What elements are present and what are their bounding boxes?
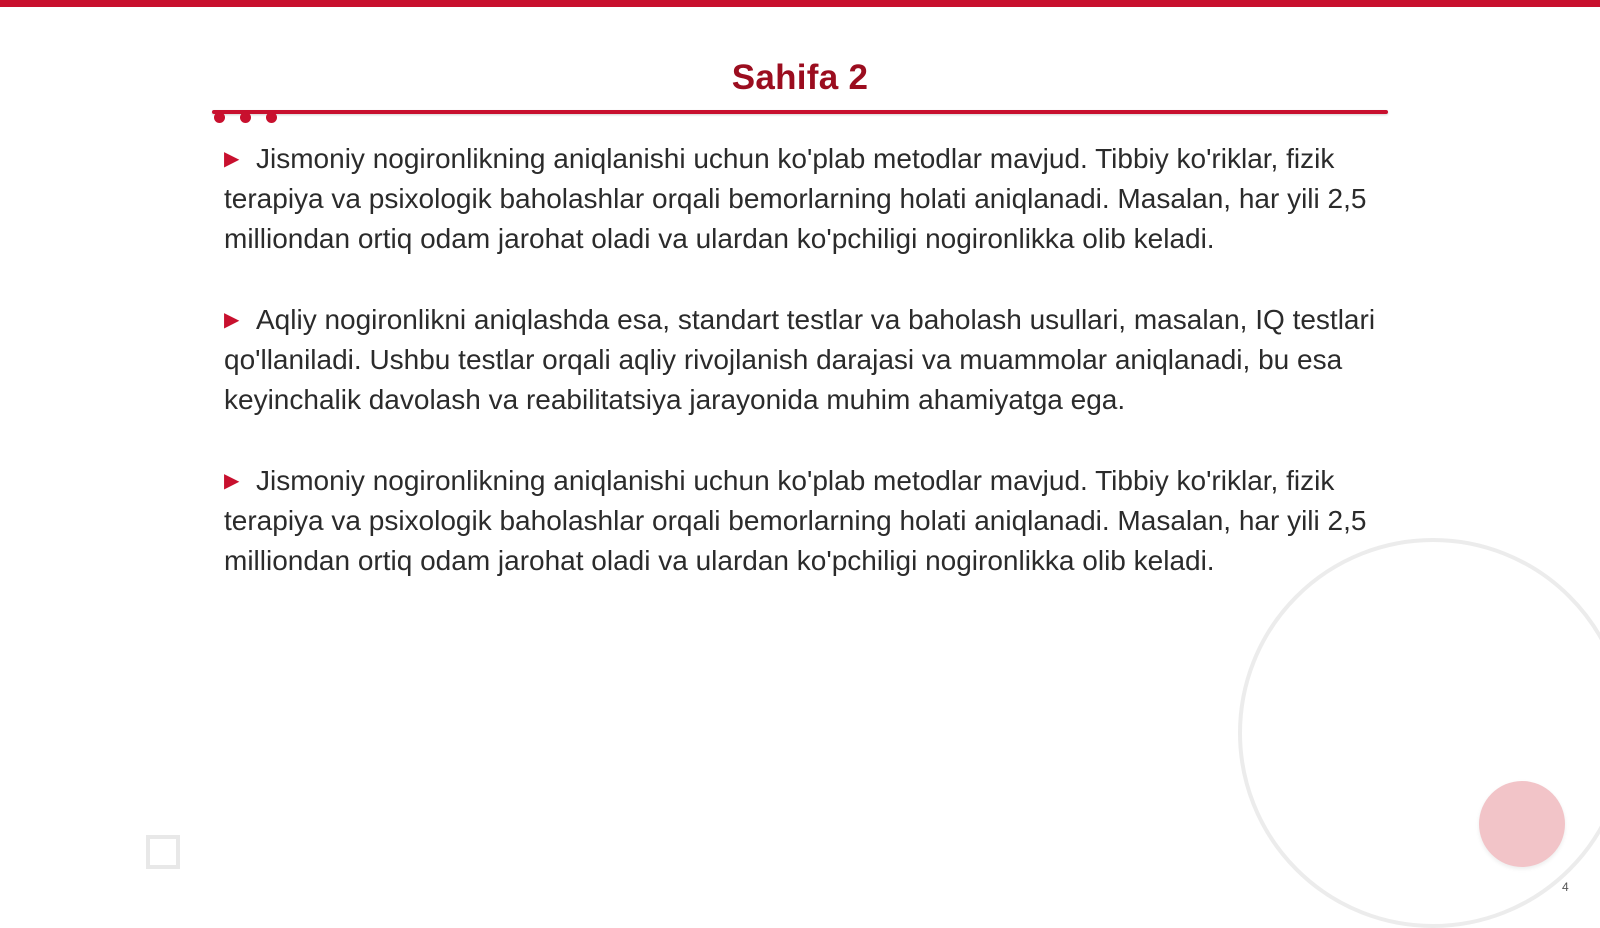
- slide-title: Sahifa 2: [731, 58, 869, 97]
- underline-dot-2: [240, 112, 251, 123]
- page-number: 4: [1562, 880, 1569, 894]
- underline-dot-3: [266, 112, 277, 123]
- paragraph-text: Jismoniy nogironlikning aniqlanishi uchun ko'plab metodlar mavjud. Tibbiy ko'riklar, fizik terapiya va psixologik baholashlar orqali bemorlarning holati aniqlanadi. Masalan, har yili 2,5 milliondan ortiq odam jarohat oladi va ulardan ko'pchiligi nogironlikka olib keladi.: [224, 465, 1367, 576]
- bullet-paragraph-3: [224, 461, 1384, 581]
- decorative-disc: [1479, 781, 1565, 867]
- paragraph-text: Aqliy nogironlikni aniqlashda esa, standart testlar va baholash usullari, masalan, IQ testlari qo'llaniladi. Ushbu testlar orqali aqliy rivojlanish darajasi va muammolar aniqlanadi, bu esa keyinchalik davolash va reabilitatsiya jarayonida muhim ahamiyatga ega.: [224, 304, 1376, 415]
- bullet-arrow-icon: ▶: [224, 148, 240, 170]
- bullet-arrow-icon: ▶: [224, 470, 240, 492]
- bullet-arrow-icon: ▶: [224, 309, 240, 331]
- bullet-paragraph-1: [224, 139, 1384, 259]
- slide-content: [224, 139, 1384, 622]
- top-accent-bar: [0, 0, 1600, 7]
- title-underline: [212, 110, 1388, 114]
- paragraph-text: Jismoniy nogironlikning aniqlanishi uchun ko'plab metodlar mavjud. Tibbiy ko'riklar, fizik terapiya va psixologik baholashlar orqali bemorlarning holati aniqlanadi. Masalan, har yili 2,5 milliondan ortiq odam jarohat oladi va ulardan ko'pchiligi nogironlikka olib keladi.: [224, 143, 1367, 254]
- bullet-paragraph-2: [224, 300, 1384, 420]
- underline-dot-1: [214, 112, 225, 123]
- decorative-square: [146, 835, 180, 869]
